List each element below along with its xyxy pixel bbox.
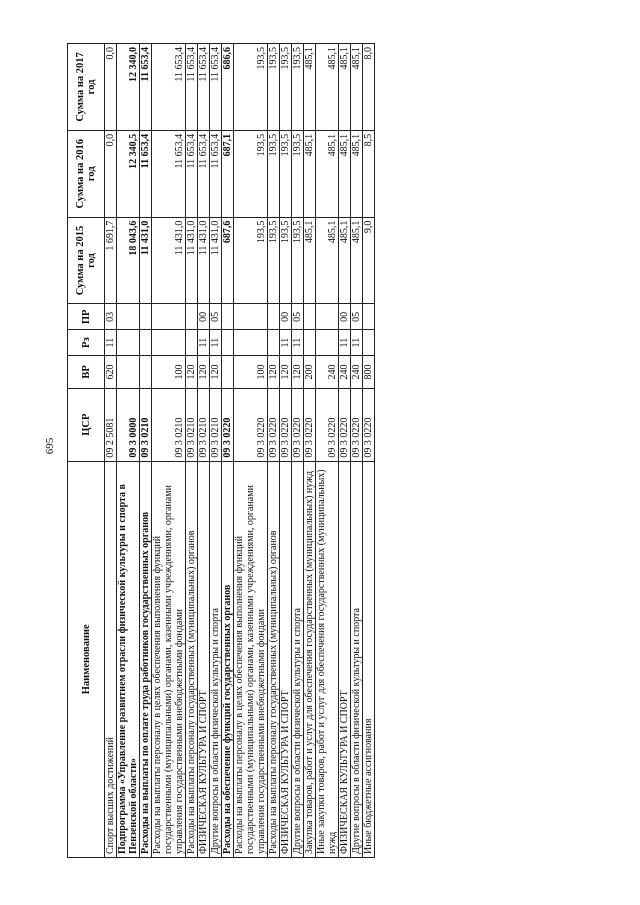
cell-2017: 485,1 — [339, 44, 351, 131]
cell-vr — [140, 356, 152, 389]
cell-name: ФИЗИЧЕСКАЯ КУЛЬТУРА И СПОРТ — [198, 461, 210, 857]
table-header-row — [68, 44, 105, 858]
cell-csr: 09 3 0220 — [234, 388, 268, 461]
cell-2015: 11 431,0 — [152, 217, 186, 304]
cell-rz: 11 — [198, 330, 210, 356]
cell-vr: 200 — [304, 356, 316, 389]
table-row — [304, 44, 316, 858]
cell-rz: 11 — [292, 330, 304, 356]
page-number: 695 — [44, 437, 56, 455]
cell-2015: 485,1 — [339, 217, 351, 304]
cell-rz — [304, 330, 316, 356]
cell-rz — [222, 330, 234, 356]
cell-2016: 485,1 — [339, 130, 351, 217]
cell-2017: 8,0 — [363, 44, 375, 131]
cell-vr: 240 — [316, 356, 339, 389]
cell-2016: 193,5 — [268, 130, 280, 217]
cell-vr: 120 — [268, 356, 280, 389]
cell-2017: 193,5 — [268, 44, 280, 131]
cell-vr: 120 — [210, 356, 222, 389]
table-row — [140, 44, 152, 858]
cell-2016: 485,1 — [304, 130, 316, 217]
table-row — [292, 44, 304, 858]
cell-csr: 09 3 0220 — [351, 388, 363, 461]
cell-pr — [152, 304, 186, 330]
cell-2016: 11 653,4 — [198, 130, 210, 217]
cell-2016: 485,1 — [316, 130, 339, 217]
cell-csr: 09 3 0220 — [292, 388, 304, 461]
cell-2017: 193,5 — [280, 44, 292, 131]
cell-2016: 11 653,4 — [210, 130, 222, 217]
header-rz: Рз — [68, 330, 105, 356]
cell-2016: 11 653,4 — [140, 130, 152, 217]
cell-name: Иные закупки товаров, работ и услуг для обеспечения государственных (муниципальных) нужд — [316, 461, 339, 857]
cell-pr — [117, 304, 140, 330]
cell-pr — [316, 304, 339, 330]
cell-2015: 193,5 — [292, 217, 304, 304]
cell-csr: 09 3 0220 — [268, 388, 280, 461]
cell-pr: 03 — [105, 304, 117, 330]
cell-csr: 09 3 0220 — [316, 388, 339, 461]
header-name: Наименование — [68, 461, 105, 857]
header-2016: Сумма на 2016 год — [68, 130, 105, 217]
cell-vr: 100 — [152, 356, 186, 389]
cell-vr — [222, 356, 234, 389]
cell-name: Расходы на выплаты персоналу государственных (муниципальных) органов — [268, 461, 280, 857]
cell-2017: 485,1 — [351, 44, 363, 131]
budget-table — [67, 43, 375, 858]
cell-2017: 11 653,4 — [152, 44, 186, 131]
cell-rz — [363, 330, 375, 356]
cell-2015: 18 043,6 — [117, 217, 140, 304]
cell-rz — [140, 330, 152, 356]
cell-csr: 09 3 0000 — [117, 388, 140, 461]
table-row — [186, 44, 198, 858]
cell-name: Другие вопросы в области физической культуры и спорта — [351, 461, 363, 857]
header-2015: Сумма на 2015 год — [68, 217, 105, 304]
table-row — [339, 44, 351, 858]
cell-rz — [316, 330, 339, 356]
cell-pr — [234, 304, 268, 330]
cell-rz — [117, 330, 140, 356]
cell-csr: 09 3 0220 — [304, 388, 316, 461]
table-row — [198, 44, 210, 858]
cell-2017: 686,6 — [222, 44, 234, 131]
cell-2016: 193,5 — [234, 130, 268, 217]
table-row — [351, 44, 363, 858]
cell-2016: 8,5 — [363, 130, 375, 217]
cell-csr: 09 3 0210 — [210, 388, 222, 461]
header-2017: Сумма на 2017 год — [68, 44, 105, 131]
cell-vr: 120 — [280, 356, 292, 389]
cell-pr — [268, 304, 280, 330]
cell-name: Расходы на выплаты персоналу государственных (муниципальных) органов — [186, 461, 198, 857]
cell-2017: 485,1 — [316, 44, 339, 131]
cell-pr — [140, 304, 152, 330]
cell-pr — [304, 304, 316, 330]
cell-pr: 05 — [292, 304, 304, 330]
cell-2016: 0,0 — [105, 130, 117, 217]
cell-2016: 193,5 — [280, 130, 292, 217]
table-row — [268, 44, 280, 858]
table-row — [234, 44, 268, 858]
cell-2016: 11 653,4 — [186, 130, 198, 217]
cell-csr: 09 3 0220 — [363, 388, 375, 461]
table-row — [117, 44, 140, 858]
table-row — [105, 44, 117, 858]
cell-csr: 09 3 0220 — [222, 388, 234, 461]
table-body — [105, 44, 375, 858]
cell-name: Расходы на обеспечение функций государственных органов — [222, 461, 234, 857]
cell-name: ФИЗИЧЕСКАЯ КУЛЬТУРА И СПОРТ — [280, 461, 292, 857]
cell-csr: 09 3 0210 — [140, 388, 152, 461]
cell-vr: 620 — [105, 356, 117, 389]
cell-pr: 00 — [280, 304, 292, 330]
cell-vr: 100 — [234, 356, 268, 389]
cell-vr: 120 — [198, 356, 210, 389]
cell-2017: 12 340,0 — [117, 44, 140, 131]
cell-csr: 09 3 0220 — [280, 388, 292, 461]
cell-2015: 11 431,0 — [198, 217, 210, 304]
cell-2015: 485,1 — [304, 217, 316, 304]
cell-name: Другие вопросы в области физической культуры и спорта — [292, 461, 304, 857]
cell-rz — [152, 330, 186, 356]
cell-csr: 09 2 5081 — [105, 388, 117, 461]
cell-rz: 11 — [210, 330, 222, 356]
table-row — [280, 44, 292, 858]
cell-rz — [234, 330, 268, 356]
cell-pr — [363, 304, 375, 330]
cell-vr: 240 — [339, 356, 351, 389]
cell-2017: 11 653,4 — [186, 44, 198, 131]
cell-2015: 1 691,7 — [105, 217, 117, 304]
header-pr: ПР — [68, 304, 105, 330]
cell-name: Подпрограмма «Управление развитием отрасли физической культуры и спорта в Пензенской области» — [117, 461, 140, 857]
header-csr: ЦСР — [68, 388, 105, 461]
table-row — [222, 44, 234, 858]
cell-vr: 120 — [186, 356, 198, 389]
cell-2015: 485,1 — [316, 217, 339, 304]
table-row — [316, 44, 339, 858]
cell-pr: 05 — [351, 304, 363, 330]
cell-vr: 800 — [363, 356, 375, 389]
cell-csr: 09 3 0220 — [339, 388, 351, 461]
cell-2015: 485,1 — [351, 217, 363, 304]
cell-2017: 11 653,4 — [210, 44, 222, 131]
cell-2016: 193,5 — [292, 130, 304, 217]
cell-csr: 09 3 0210 — [186, 388, 198, 461]
table-row — [152, 44, 186, 858]
cell-2017: 485,1 — [304, 44, 316, 131]
cell-2016: 12 340,5 — [117, 130, 140, 217]
cell-2016: 11 653,4 — [152, 130, 186, 217]
cell-rz: 11 — [339, 330, 351, 356]
cell-csr: 09 3 0210 — [198, 388, 210, 461]
cell-vr — [117, 356, 140, 389]
cell-name: Расходы на выплаты персоналу в целях обеспечения выполнения функций государственными (муниципальными) органами, казенными учреждениями, органами управления государственными внебюджетными фондами — [234, 461, 268, 857]
cell-pr: 00 — [339, 304, 351, 330]
cell-rz — [186, 330, 198, 356]
table-row — [210, 44, 222, 858]
budget-table-container — [67, 43, 582, 858]
cell-name: Другие вопросы в области физической культуры и спорта — [210, 461, 222, 857]
cell-2016: 687,1 — [222, 130, 234, 217]
cell-rz: 11 — [351, 330, 363, 356]
cell-name: ФИЗИЧЕСКАЯ КУЛЬТУРА И СПОРТ — [339, 461, 351, 857]
cell-2015: 11 431,0 — [140, 217, 152, 304]
cell-csr: 09 3 0210 — [152, 388, 186, 461]
cell-pr — [186, 304, 198, 330]
cell-2016: 485,1 — [351, 130, 363, 217]
cell-2015: 9,0 — [363, 217, 375, 304]
cell-2015: 11 431,0 — [210, 217, 222, 304]
header-vr: ВР — [68, 356, 105, 389]
cell-name: Спорт высших достижений — [105, 461, 117, 857]
cell-rz — [268, 330, 280, 356]
cell-2015: 11 431,0 — [186, 217, 198, 304]
cell-2017: 193,5 — [292, 44, 304, 131]
cell-pr: 00 — [198, 304, 210, 330]
cell-2017: 193,5 — [234, 44, 268, 131]
cell-2017: 0,0 — [105, 44, 117, 131]
cell-vr: 120 — [292, 356, 304, 389]
cell-rz: 11 — [105, 330, 117, 356]
cell-pr — [222, 304, 234, 330]
table-row — [363, 44, 375, 858]
cell-name: Расходы на выплаты по оплате труда работников государственных органов — [140, 461, 152, 857]
cell-name: Закупка товаров, работ и услуг для обеспечения государственных (муниципальных) нужд — [304, 461, 316, 857]
cell-name: Иные бюджетные ассигнования — [363, 461, 375, 857]
cell-2015: 193,5 — [280, 217, 292, 304]
cell-name: Расходы на выплаты персоналу в целях обеспечения выполнения функций государственными (муниципальными) органами, казенными учреждениями, органами управления государственными внебюджетными фондами — [152, 461, 186, 857]
cell-vr: 240 — [351, 356, 363, 389]
cell-2015: 193,5 — [234, 217, 268, 304]
cell-rz: 11 — [280, 330, 292, 356]
cell-2015: 193,5 — [268, 217, 280, 304]
cell-2017: 11 653,4 — [140, 44, 152, 131]
cell-pr: 05 — [210, 304, 222, 330]
cell-2015: 687,6 — [222, 217, 234, 304]
cell-2017: 11 653,4 — [198, 44, 210, 131]
